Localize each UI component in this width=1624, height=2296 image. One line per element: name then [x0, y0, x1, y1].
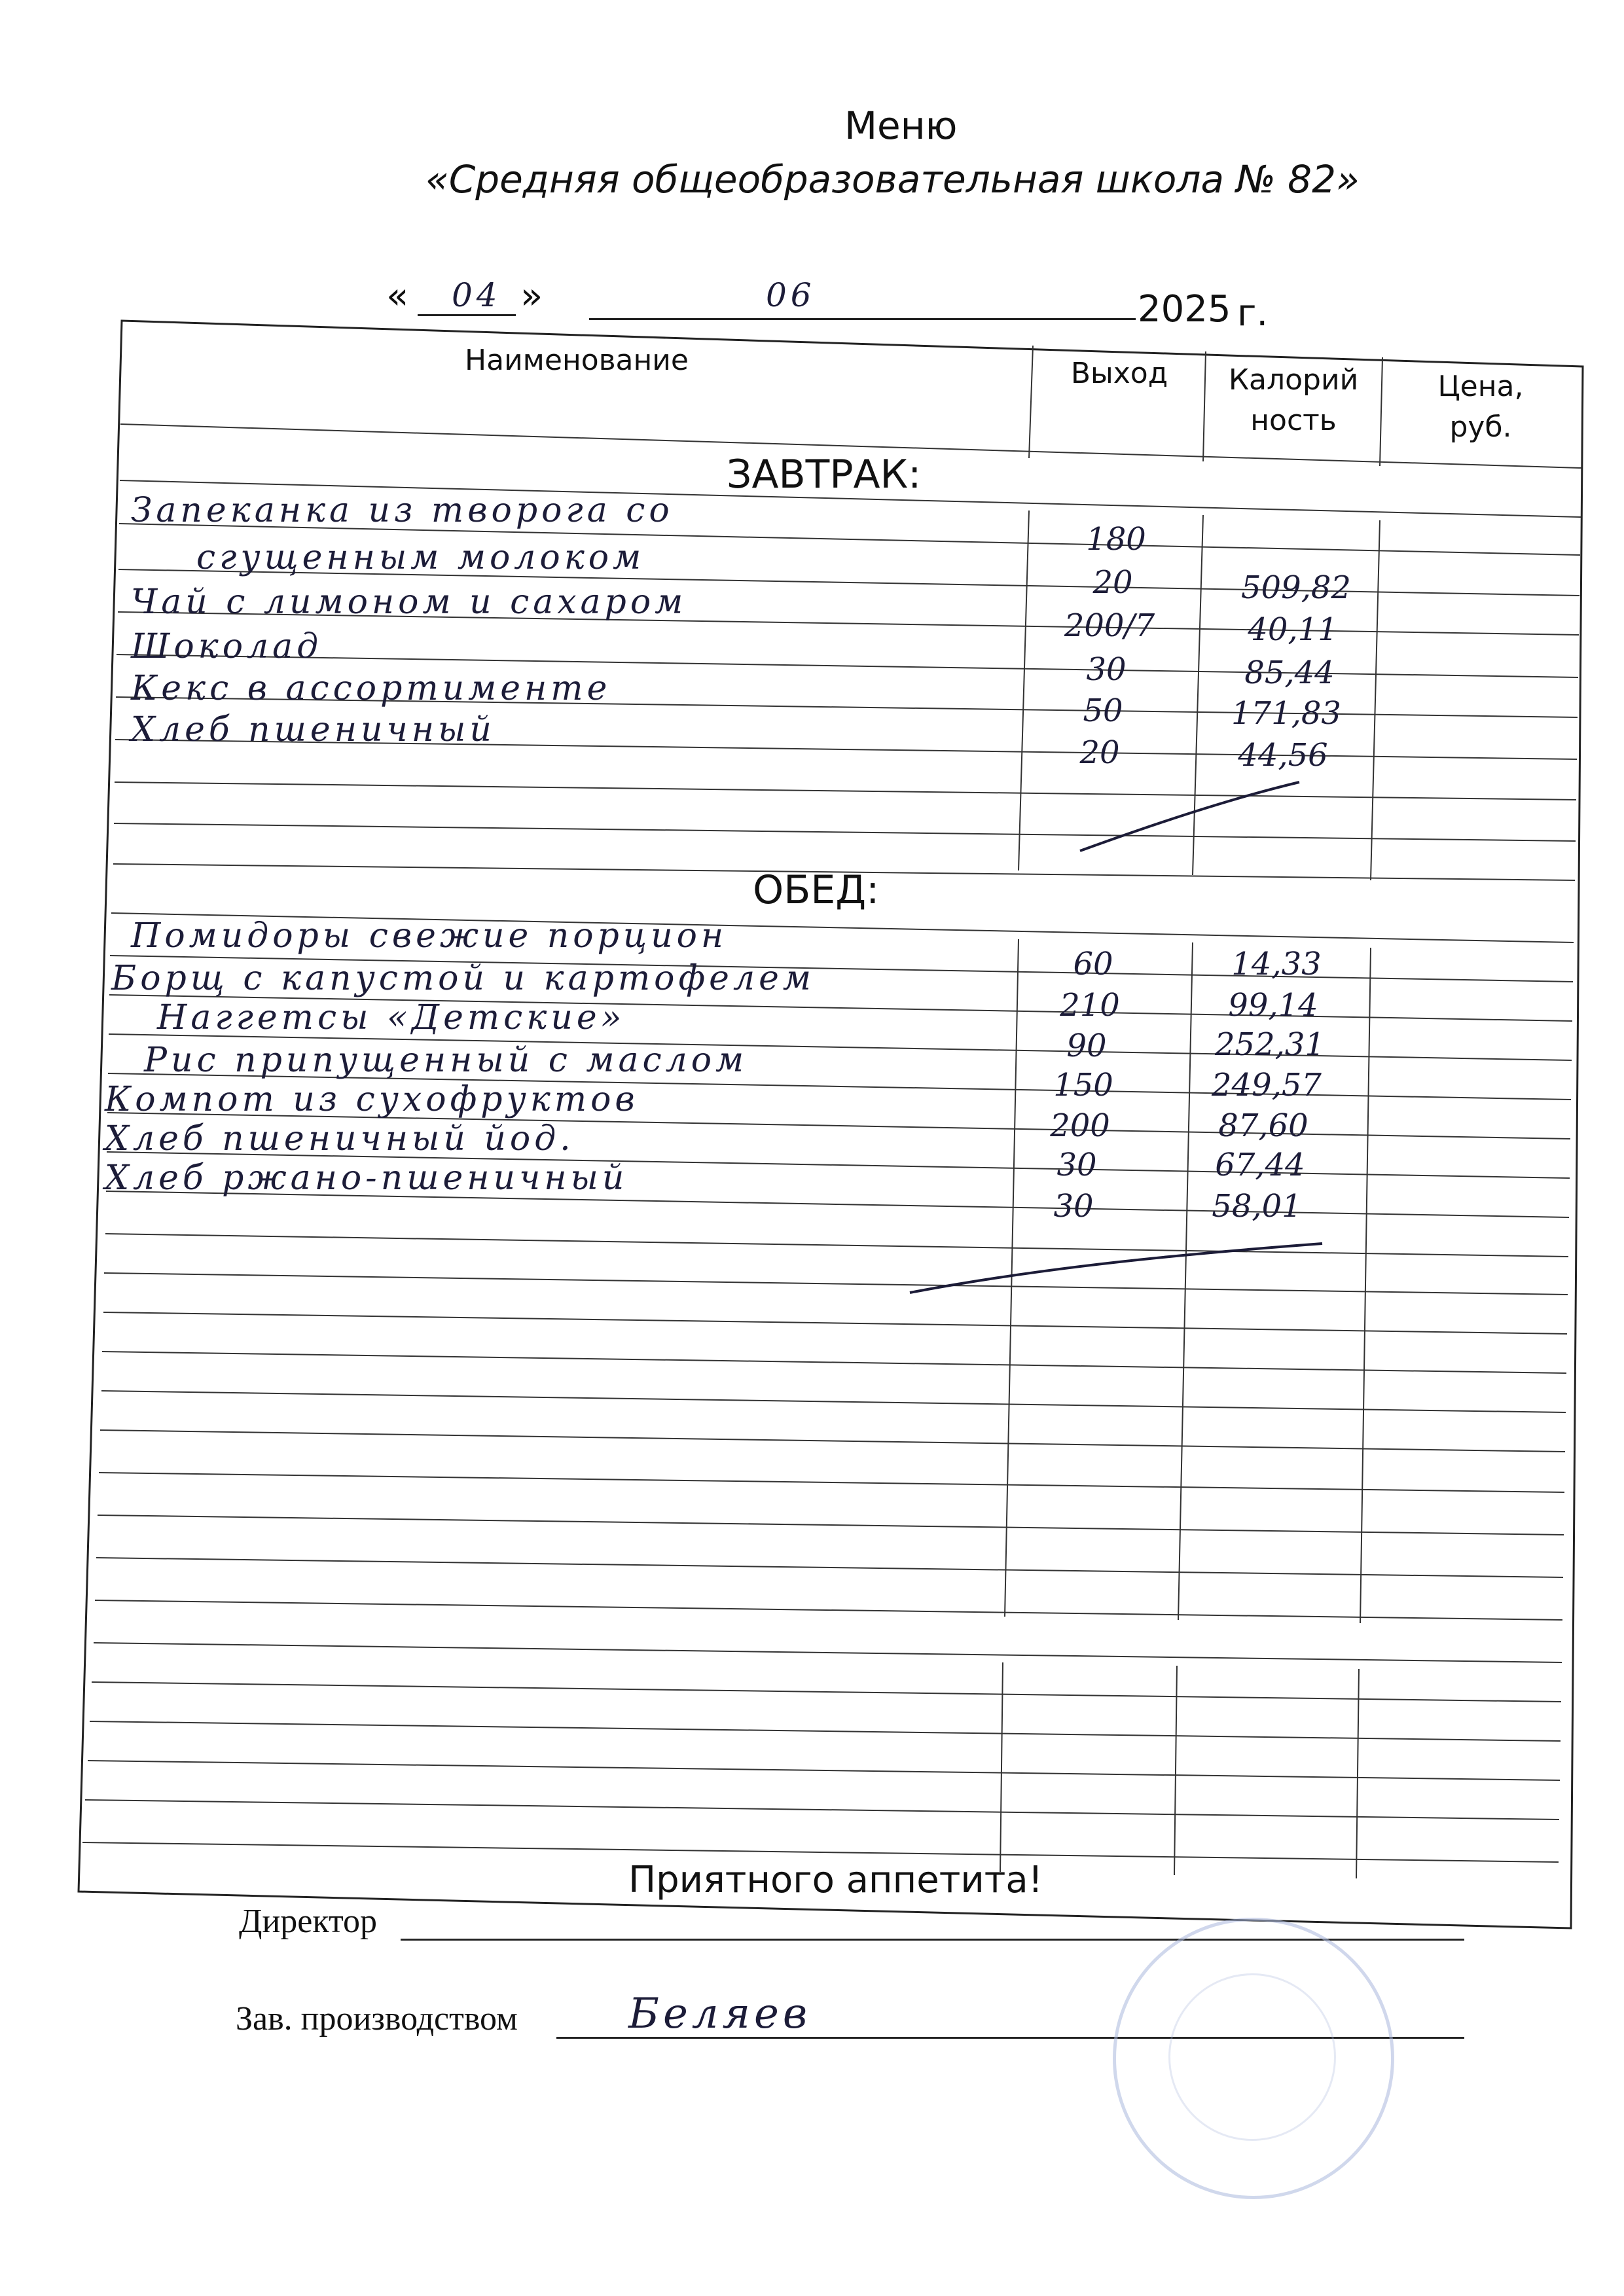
- date-year-suffix: г.: [1237, 292, 1269, 334]
- director-label: Директор: [239, 1903, 377, 1940]
- breakfast-item-calories: 44,56: [1238, 737, 1328, 774]
- breakfast-item-output: 200/7: [1064, 607, 1155, 644]
- production-label: Зав. производством: [236, 2000, 518, 2037]
- col-header-output: Выход: [1070, 357, 1168, 390]
- lunch-item-calories: 249,57: [1212, 1067, 1322, 1103]
- lunch-item-calories: 252,31: [1215, 1026, 1325, 1063]
- breakfast-label: ЗАВТРАК:: [727, 452, 922, 497]
- school-stamp: [1113, 1918, 1394, 2199]
- lunch-item-name: Хлеб ржано-пшеничный: [105, 1158, 628, 1198]
- breakfast-item-calories: 40,11: [1248, 611, 1338, 648]
- lunch-item-output: 60: [1073, 946, 1113, 982]
- col-header-calories: [1206, 360, 1381, 441]
- lunch-item-output: 90: [1066, 1028, 1107, 1064]
- lunch-item-name: Наггетсы «Детские»: [157, 998, 626, 1037]
- lunch-item-calories: 58,01: [1212, 1188, 1302, 1225]
- lunch-item-output: 150: [1053, 1067, 1113, 1103]
- breakfast-item-calories: 85,44: [1244, 655, 1335, 691]
- lunch-item-output: 30: [1056, 1147, 1097, 1183]
- production-signature: Беляев: [628, 1990, 812, 2038]
- lunch-item-name: Хлеб пшеничный йод.: [105, 1119, 575, 1158]
- date-month-underline: [589, 318, 1136, 320]
- breakfast-item-output: 30: [1086, 651, 1127, 688]
- breakfast-item-name: Шоколад: [131, 627, 323, 666]
- date-open-quote: «: [386, 275, 409, 317]
- breakfast-item-name: Хлеб пшеничный: [131, 710, 496, 749]
- breakfast-item-output: 20: [1079, 734, 1120, 771]
- lunch-item-name: Рис припущенный с маслом: [144, 1041, 748, 1080]
- breakfast-item-name: Чай с лимоном и сахаром: [131, 583, 687, 622]
- lunch-item-name: Борщ с капустой и картофелем: [111, 959, 815, 998]
- lunch-item-output: 200: [1050, 1107, 1110, 1144]
- col-header-price-line1: Цена,: [1437, 370, 1524, 403]
- breakfast-item-output: 180: [1086, 521, 1146, 558]
- lunch-label: ОБЕД:: [753, 867, 880, 913]
- lunch-item-name: Компот из сухофруктов: [105, 1080, 639, 1119]
- lunch-item-output: 30: [1053, 1188, 1094, 1225]
- breakfast-item-calories: 509,82: [1241, 569, 1351, 606]
- breakfast-item-name: Кекс в ассортименте: [131, 669, 611, 708]
- date-line: [386, 275, 1303, 334]
- lunch-item-calories: 99,14: [1228, 987, 1318, 1024]
- breakfast-item-output: 50: [1083, 692, 1123, 729]
- col-header-price-line2: руб.: [1449, 410, 1512, 444]
- lunch-item-calories: 67,44: [1215, 1147, 1305, 1183]
- col-header-calories-line2: ность: [1250, 404, 1337, 437]
- date-year: 2025: [1138, 288, 1231, 331]
- col-header-name: Наименование: [465, 344, 689, 377]
- lunch-item-name: Помидоры свежие порцион: [131, 916, 728, 956]
- date-close-quote: »: [520, 275, 543, 317]
- lunch-item-calories: 14,33: [1231, 946, 1322, 982]
- lunch-item-calories: 87,60: [1218, 1107, 1308, 1144]
- breakfast-item-name: Запеканка из творога со: [131, 491, 674, 530]
- date-day: 04: [452, 276, 501, 314]
- breakfast-item-output: 20: [1092, 564, 1133, 601]
- school-name: «Средняя общеобразовательная школа № 82»: [425, 157, 1360, 202]
- closing-wish: Приятного аппетита!: [628, 1859, 1043, 1901]
- breakfast-item-calories: 171,83: [1231, 695, 1341, 732]
- date-day-underline: [418, 314, 516, 316]
- col-header-price: [1382, 367, 1579, 448]
- date-month: 06: [766, 276, 816, 314]
- breakfast-item-name: сгущенным молоком: [196, 538, 645, 577]
- school-stamp-inner-ring: [1168, 1973, 1336, 2141]
- col-header-calories-line1: Калорий: [1228, 363, 1359, 397]
- page-title: Меню: [844, 103, 958, 148]
- lunch-item-output: 210: [1060, 987, 1120, 1024]
